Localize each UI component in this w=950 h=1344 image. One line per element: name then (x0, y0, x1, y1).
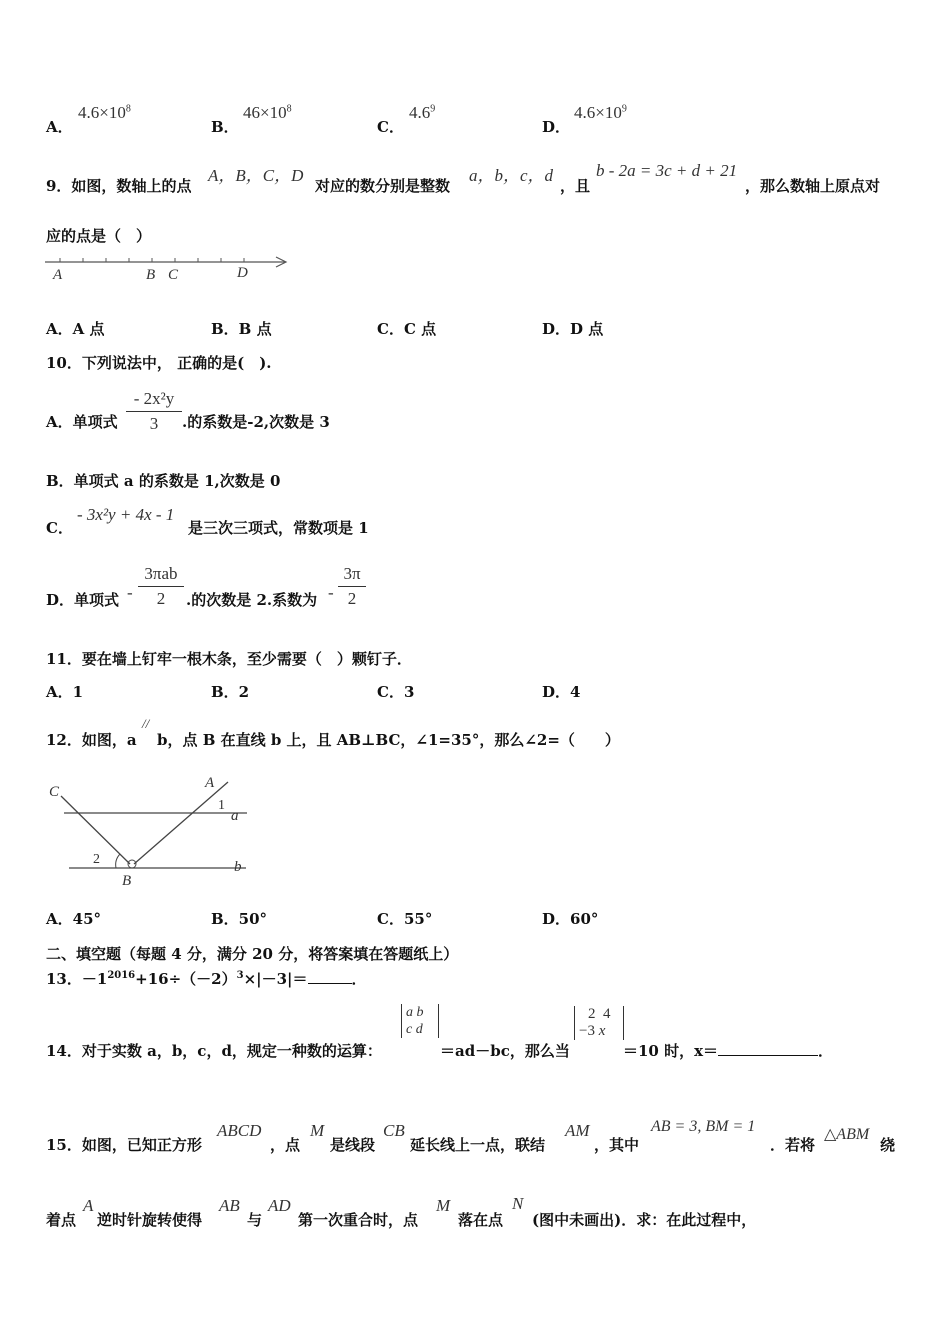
q10-a-fraction (126, 389, 182, 434)
q13-answer-blank[interactable] (308, 983, 352, 984)
q10-a-numerator: - 2x²y (133, 389, 175, 408)
q15-m: M (310, 1121, 325, 1140)
q13-mid: +16÷（－2） (135, 970, 237, 988)
q9-equation: b - 2a = 3c + d + 21 (596, 161, 738, 180)
q15-ad: AD (268, 1196, 291, 1215)
question-13 (46, 968, 367, 989)
q14-end: ． (818, 1042, 834, 1060)
q15-text-7: 绕 (880, 1136, 896, 1154)
q14-suffix: ＝10 时，x＝ (623, 1042, 719, 1060)
q9-prefix: 9．如图，数轴上的点 (46, 177, 192, 195)
fig-label-c: C (49, 784, 60, 800)
parallel-lines-figure (40, 770, 260, 890)
q10-d-numerator2: 3π (343, 564, 361, 583)
q13-end: ． (351, 970, 367, 988)
q15-text-5: ，其中 (594, 1136, 640, 1154)
q10-b-text: B．单项式 a 的系数是 1,次数是 0 (46, 472, 281, 490)
q10-a-prefix: A．单项式 (46, 413, 118, 431)
q12-option-c: C．55° (377, 910, 433, 928)
fig-label-b-point: B (122, 873, 132, 889)
q12-parallel: // (142, 716, 150, 731)
q8-option-a: $4.6\times 10^8$ (78, 103, 131, 122)
q9-vars: a，b，c，d (469, 166, 554, 185)
q10-a-denominator: 3 (149, 414, 159, 433)
q14-answer-blank[interactable] (718, 1055, 818, 1056)
q15-text-8: 着点 (46, 1211, 77, 1229)
q15-text-6: ．若将 (770, 1136, 816, 1154)
q9-suffix: ，那么数轴上原点对 (745, 177, 881, 195)
q10-c-prefix: C． (46, 519, 73, 537)
q15-text-2: ，点 (270, 1136, 301, 1154)
q12-stem-a: 12．如图，a (46, 731, 137, 749)
q15-abcd: ABCD (217, 1121, 262, 1140)
q11-option-d: D．4 (542, 683, 581, 701)
q13-exp1: 2016 (107, 970, 136, 981)
q8-option-d: $4.6\times 10^9$ (574, 103, 627, 122)
q9-points: A，B，C，D (208, 166, 304, 185)
q15-am: AM (565, 1121, 590, 1140)
q8-option-c: $4.6^9$ (409, 103, 436, 122)
q11-option-b: B．2 (211, 683, 250, 701)
q8-option-c-letter: C． (377, 118, 404, 136)
q12-option-a: A．45° (46, 910, 102, 928)
q15-text-3: 是线段 (330, 1136, 376, 1154)
q8-option-d-letter: D． (542, 118, 571, 136)
q14-determinant-2: 2 4 −3 x (574, 1006, 624, 1040)
q11-option-a: A．1 (46, 683, 84, 701)
q8-option-b-letter: B． (211, 118, 239, 136)
q15-triangle: △ABM (824, 1126, 870, 1143)
q15-equation: AB = 3, BM = 1 (651, 1118, 756, 1135)
q15-a: A (83, 1196, 94, 1215)
q12-option-b: B．50° (211, 910, 268, 928)
q9-option-a: A．A 点 (46, 320, 105, 338)
q15-text-1: 15．如图，已知正方形 (46, 1136, 202, 1154)
q10-a-suffix: .的系数是-2,次数是 3 (182, 413, 330, 431)
axis-label-c: C (168, 267, 179, 283)
q14-prefix: 14．对于实数 a，b，c，d，规定一种数的运算： (46, 1042, 382, 1060)
q11-stem: 11．要在墙上钉牢一根木条，至少需要（ ）颗钉子． (46, 650, 412, 668)
q10-d-fraction (138, 564, 184, 609)
q9-option-b: B．B 点 (211, 320, 272, 338)
q12-stem-b: b，点 B 在直线 b 上，且 AB⊥BC，∠1=35°，那么∠2=（ ） (157, 731, 620, 749)
q10-d-mid: .的次数是 2.系数为 (186, 591, 318, 609)
q9-mid: 对应的数分别是整数 (315, 177, 451, 195)
number-line-ticks (60, 258, 244, 262)
q15-text-13: (图中未画出)．求：在此过程中， (532, 1211, 757, 1229)
q14-determinant-1: a b c d (401, 1004, 439, 1038)
q9-option-d: D．D 点 (542, 320, 604, 338)
q13-exp2: 3 (236, 970, 244, 981)
q15-m2: M (436, 1196, 451, 1215)
q10-stem: 10．下列说法中， 正确的是( ). (46, 354, 272, 372)
fig-label-b-line: b (234, 859, 242, 875)
q15-n: N (512, 1194, 524, 1213)
q15-text-4: 延长线上一点，联结 (410, 1136, 546, 1154)
q10-d-prefix: D．单项式 (46, 591, 120, 609)
angle-2-arc (116, 854, 120, 868)
q8-option-a-letter: A． (46, 118, 73, 136)
q10-d-minus2: - (328, 583, 334, 602)
q12-option-d: D．60° (542, 910, 599, 928)
axis-label-d: D (237, 265, 248, 281)
number-line-figure (40, 248, 300, 288)
q15-text-12: 落在点 (458, 1211, 504, 1229)
q15-cb: CB (383, 1121, 405, 1140)
section-2-heading: 二、填空题（每题 4 分，满分 20 分，将答案填在答题纸上） (46, 945, 459, 963)
q10-d-fraction2 (338, 564, 366, 609)
axis-label-a: A (53, 267, 63, 283)
q9-and: ，且 (560, 177, 591, 195)
q9-option-c: C．C 点 (377, 320, 437, 338)
axis-label-b: B (146, 267, 156, 283)
fig-label-angle-2: 2 (93, 852, 100, 867)
fig-label-a-line: a (231, 808, 239, 824)
q8-option-b: $46\times 10^8$ (243, 103, 292, 122)
q15-text-9: 逆时针旋转使得 (97, 1211, 203, 1229)
q10-d-numerator: 3πab (144, 564, 178, 583)
q10-d-minus: - (127, 583, 133, 602)
fig-label-a-point: A (205, 775, 215, 791)
fig-label-angle-1: 1 (218, 798, 225, 813)
q14-mid: ＝ad－bc，那么当 (440, 1042, 570, 1060)
q11-option-c: C．3 (377, 683, 415, 701)
q10-c-expr: - 3x²y + 4x - 1 (77, 505, 175, 524)
q15-text-11: 第一次重合时，点 (298, 1211, 419, 1229)
q14-suffix-group (623, 1040, 833, 1061)
q13-suffix: ×|－3|＝ (243, 970, 308, 988)
segment-ba (134, 782, 228, 864)
q10-c-suffix: 是三次三项式，常数项是 1 (188, 519, 369, 537)
q15-ab: AB (219, 1196, 240, 1215)
q13-prefix: 13．－1 (46, 970, 108, 988)
q10-d-denominator2: 2 (347, 589, 357, 608)
q15-text-10: 与 (247, 1211, 263, 1229)
q10-d-denominator: 2 (156, 589, 166, 608)
q9-line2: 应的点是（ ） (46, 227, 152, 245)
